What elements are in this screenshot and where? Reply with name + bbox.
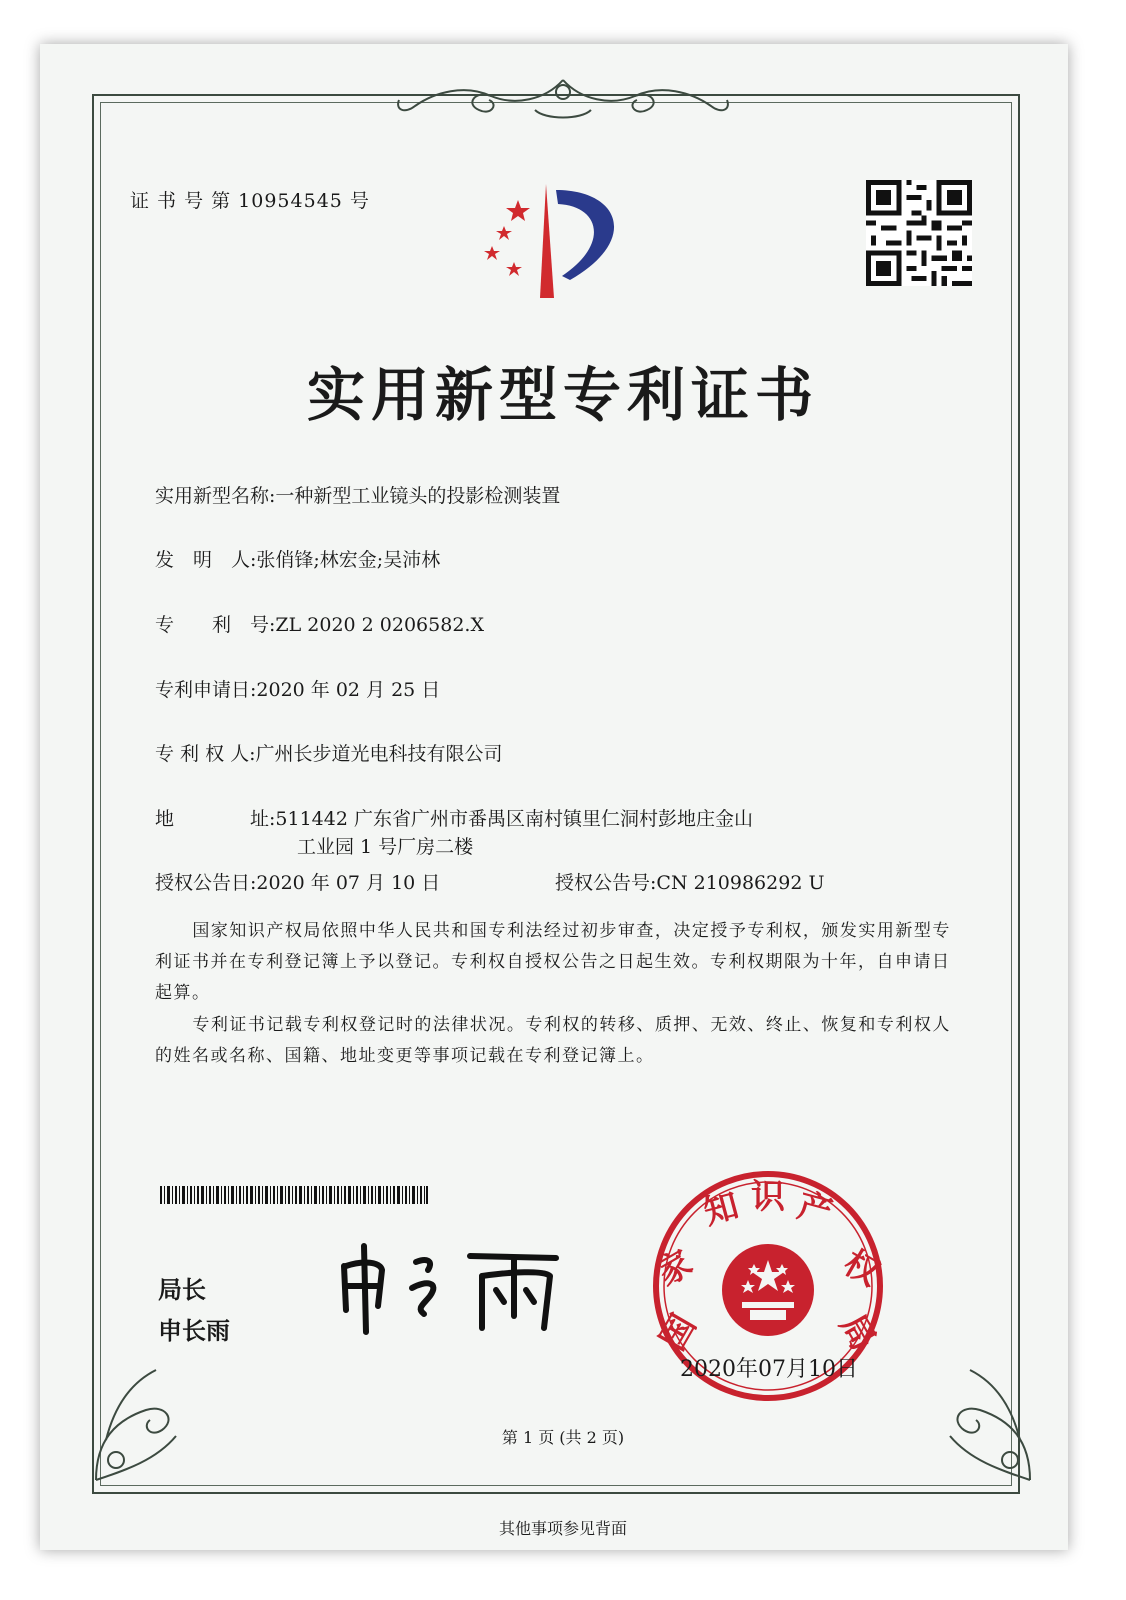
utility-model-name-value: 一种新型工业镜头的投影检测装置 [275, 485, 561, 507]
cnipa-logo-icon [470, 180, 640, 300]
grant-date-value: 2020 年 07 月 10 日 [256, 872, 441, 894]
application-date-label: 专利申请日: [155, 679, 257, 701]
address-row [155, 804, 753, 831]
legal-paragraph-2: 专利证书记载专利权登记时的法律状况。专利权的转移、质押、无效、终止、恢复和专利权人的姓名或名称、国籍、地址变更等事项记载在专利登记簿上。 [155, 1015, 951, 1066]
inventor-row [155, 545, 440, 572]
page-number: 第 1 页 (共 2 页) [501, 1428, 625, 1447]
address-label: 地 址: [155, 808, 276, 830]
certificate-number: 证 书 号 第 10954545 号 [130, 190, 370, 212]
grant-number-value: CN 210986292 U [656, 872, 825, 894]
grant-date-label: 授权公告日: [155, 872, 257, 894]
grant-date-row [155, 868, 440, 895]
director-title: 局长 [158, 1276, 206, 1304]
barcode-icon [160, 1186, 428, 1204]
address-line-2: 工业园 1 号厂房二楼 [297, 836, 474, 858]
patentee-value: 广州长步道光电科技有限公司 [255, 743, 503, 765]
patent-number-row [155, 610, 484, 637]
seal-char-1: 国 [652, 1307, 705, 1358]
grant-number-label: 授权公告号: [555, 872, 657, 894]
utility-model-name-label: 实用新型名称: [155, 485, 276, 507]
certificate-title: 实用新型专利证书 [306, 361, 819, 429]
director-name: 申长雨 [158, 1317, 230, 1345]
inventor-label: 发 明 人: [155, 549, 257, 571]
patent-number-label: 专 利 号: [155, 614, 276, 636]
patentee-row [155, 739, 503, 766]
qr-code-icon [866, 180, 972, 286]
seal-char-5: 产 [793, 1185, 837, 1234]
legal-paragraph-1: 国家知识产权局依照中华人民共和国专利法经过初步审查，决定授予专利权，颁发实用新型专利证书并在专利登记簿上予以登记。专利权自授权公告之日起生效。专利权期限为十年，自申请日起算。 [155, 921, 951, 1003]
application-date-row [155, 675, 440, 702]
inventor-value: 张俏锋;林宏金;吴沛林 [256, 549, 441, 571]
seal-date: 2020年07月10日 [680, 1357, 858, 1382]
seal-char-4: 识 [751, 1177, 785, 1217]
seal-char-6: 权 [836, 1242, 886, 1295]
application-date-value: 2020 年 02 月 25 日 [256, 679, 441, 701]
patentee-label: 专 利 权 人: [155, 743, 256, 765]
director-signature [330, 1236, 570, 1336]
bottom-left-ornament-icon [86, 1340, 206, 1490]
grant-number-row [555, 868, 824, 895]
address-line-1: 511442 广东省广州市番禺区南村镇里仁洞村彭地庄金山 [275, 808, 753, 830]
utility-model-name-row [155, 481, 560, 508]
seal-char-2: 家 [650, 1242, 700, 1295]
seal-char-7: 局 [831, 1307, 884, 1358]
patent-number-value: ZL 2020 2 0206582.X [275, 614, 484, 636]
top-ornament-icon [395, 70, 731, 124]
bottom-right-ornament-icon [920, 1340, 1040, 1490]
seal-char-3: 知 [699, 1185, 743, 1234]
back-note: 其他事项参见背面 [498, 1519, 627, 1538]
